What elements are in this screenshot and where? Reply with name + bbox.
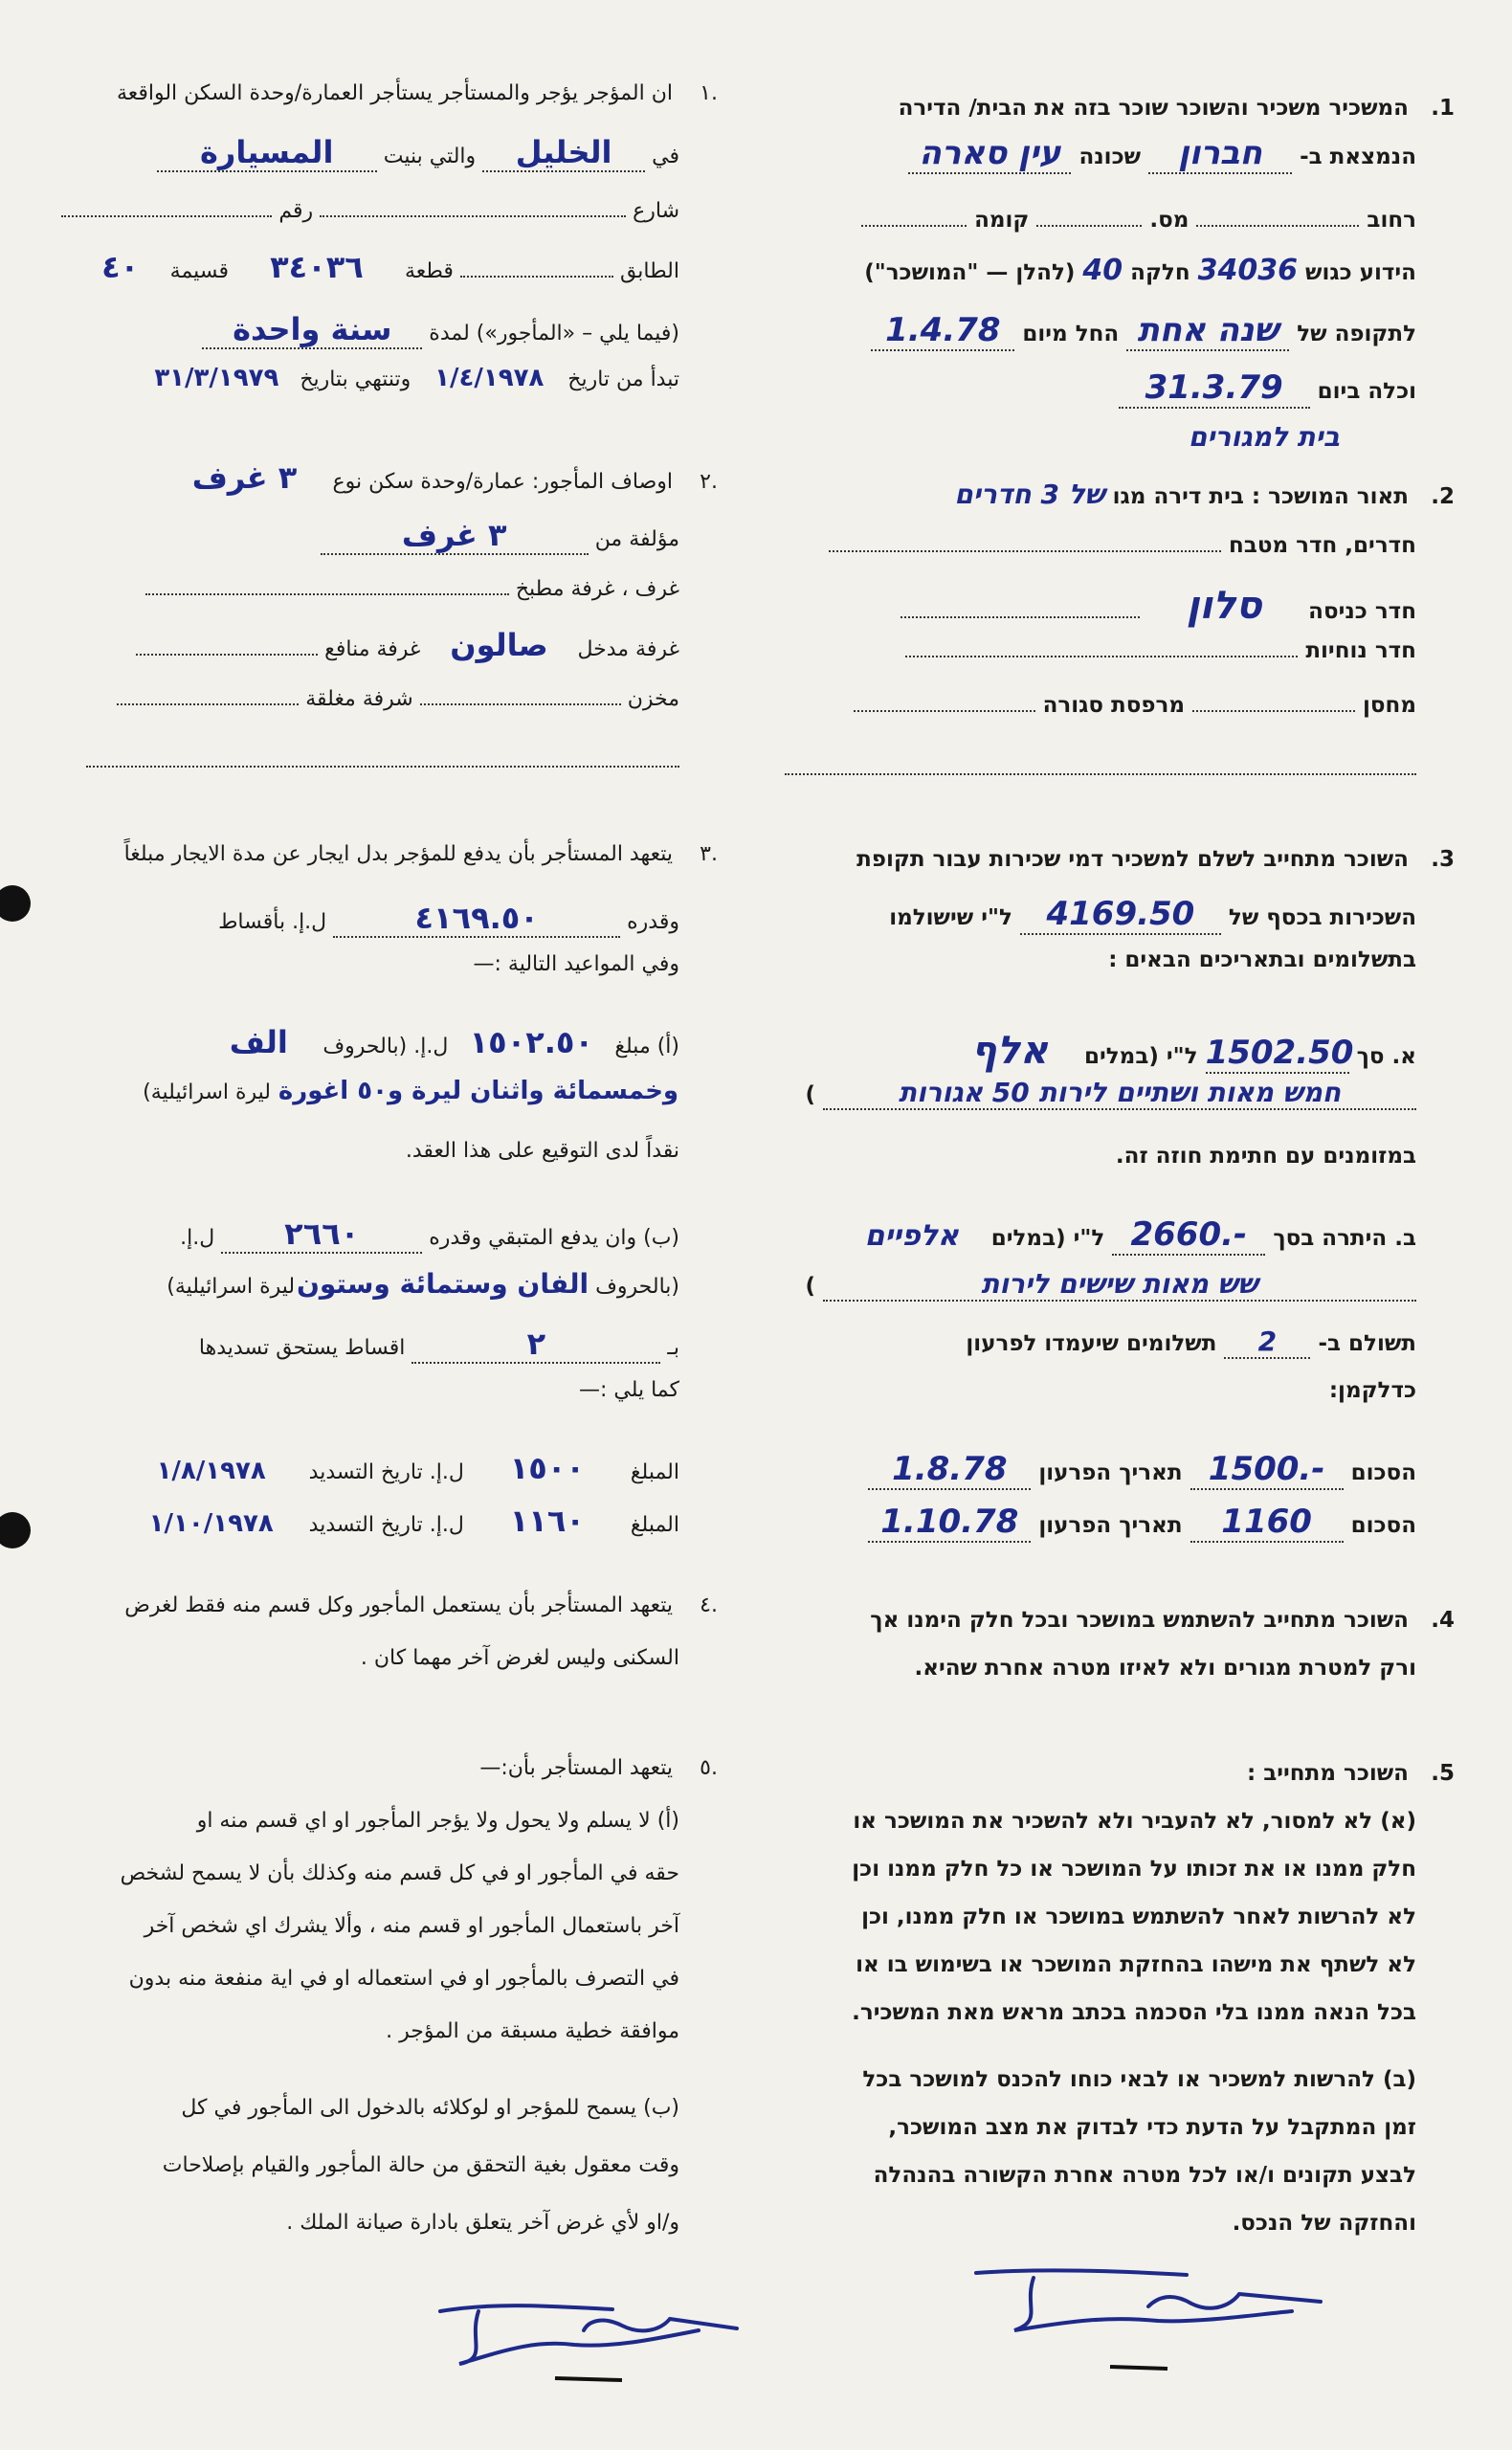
ar-s3-number: .٣ — [700, 842, 718, 866]
he-s3-a-line1 — [943, 1029, 1416, 1074]
he-block-label: הידוע כגוש — [1305, 260, 1416, 285]
he-s2-line4 — [905, 636, 1416, 663]
ar-b-currency-label: ل.إ. — [180, 1226, 215, 1250]
ar-description-label: اوصاف المأجور: عمارة/وحدة سكن نوع — [332, 470, 673, 494]
ar-b-remaining-label: (ب) وان يدفع المتبقي وقدره — [429, 1226, 679, 1250]
he-a-in-words-label: ל"י (במלים — [1083, 1044, 1198, 1069]
ar-a-amount-handwritten: ١٥٠٢.٥٠ — [469, 1024, 593, 1060]
ar-s2-line4 — [136, 627, 679, 663]
ar-p1-amount-handwritten: ١٥٠٠ — [509, 1450, 585, 1486]
ar-following-dates-label: وفي المواعيد التالية :— — [473, 952, 679, 976]
he-total-rent-handwritten: 4169.50 — [1020, 895, 1221, 935]
he-s3-b-line2 — [805, 1268, 1416, 1302]
ar-p1-sum-label: المبلغ — [630, 1460, 679, 1484]
he-due-installments-label: תשלומים שיעמדו לפרעון — [966, 1331, 1217, 1356]
ar-s3-b-line1 — [180, 1215, 679, 1254]
he-s5-b3 — [874, 2163, 1416, 2188]
ar-s5-a2 — [121, 1861, 679, 1885]
ar-end-date-handwritten: ٣١/٣/١٩٧٩ — [154, 364, 279, 392]
ar-s5-b2 — [163, 2153, 679, 2177]
ar-s3-line1 — [124, 842, 718, 866]
ar-s5-head — [479, 1756, 718, 1780]
he-storage-label: מחסן — [1363, 693, 1416, 718]
ar-floor-label: الطابق — [619, 259, 679, 283]
he-start-date-handwritten: 1.4.78 — [871, 311, 1014, 351]
he-installments-label: בתשלומים ובתאריכים הבאים : — [1108, 947, 1416, 972]
he-s5-a-text-3: לא להרשות לאחר להשתמש במושכר או חלק ממנו, וכן — [861, 1904, 1416, 1929]
he-b-in-words-label: ל"י (במלים — [990, 1226, 1105, 1251]
he-floor-blank — [861, 206, 967, 227]
ar-built-label: والتي بنيت — [383, 145, 477, 168]
he-a-sum-label: סך — [1356, 1044, 1385, 1069]
ar-parcel-handwritten: ٤٠ — [101, 249, 140, 285]
he-s5-b-text-2: זמן המתקבל על הדעת כדי לבדוק את מצב המושכר, — [888, 2115, 1416, 2140]
ar-b-amount-handwritten: ٢٦٦٠ — [221, 1215, 422, 1254]
ar-s3-a-line1 — [201, 1024, 679, 1060]
he-s5-a-text-2: חלק ממנו או את זכותו על המושכר או כל חלק ממנו וכן — [852, 1857, 1416, 1882]
he-s5-head — [1247, 1761, 1455, 1786]
ar-s1-text: ان المؤجر يؤجر والمستأجر يستأجر العمارة/وحدة السكن الواقعة — [116, 81, 673, 105]
he-s5-b1 — [862, 2067, 1416, 2092]
ar-s4-line1 — [124, 1593, 718, 1617]
ar-s5-a3 — [145, 1914, 679, 1938]
he-p2-date-handwritten: 1.10.78 — [868, 1503, 1031, 1543]
ar-floor-blank — [460, 256, 613, 278]
ar-s1-number: .١ — [700, 81, 718, 105]
ar-s5-a1 — [197, 1809, 679, 1833]
he-s3-line1 — [856, 847, 1455, 872]
he-s1-line6 — [1119, 368, 1416, 409]
he-a-label: א. — [1391, 1044, 1416, 1069]
he-extra-blank — [785, 754, 1416, 775]
he-s3-line2 — [889, 895, 1416, 935]
ar-s5-a-text-1: (أ) لا يسلم ولا يحول ولا يؤجر المأجور او اي قسم منه او — [196, 1809, 679, 1833]
he-s5-a2 — [852, 1857, 1416, 1882]
ar-use-clause-2: السكنى وليس لغرض آخر مهما كان . — [360, 1646, 679, 1670]
he-s2-line2 — [829, 531, 1416, 558]
he-s3-a-line2 — [805, 1077, 1416, 1110]
he-s4-number: 4. — [1431, 1608, 1455, 1633]
he-city-handwritten: חברון — [1148, 134, 1292, 174]
he-parcel-handwritten: 40 — [1082, 254, 1123, 287]
he-balance-label: היתרה בסך — [1273, 1226, 1388, 1251]
ar-b-in-label: بـ — [667, 1336, 679, 1360]
he-s1-line3 — [861, 206, 1416, 233]
he-use-clause-1: השוכר מתחייב להשתמש במושכר ובכל חלק הימנו אך — [870, 1608, 1409, 1633]
he-block-handwritten: 34036 — [1197, 254, 1299, 287]
he-rent-amount-label: השכירות בכסף של — [1228, 905, 1416, 930]
ar-number-blank — [61, 196, 272, 217]
ar-s1-line4 — [78, 249, 679, 285]
he-p2-sum-label: הסכום — [1350, 1513, 1416, 1538]
ar-p1-date-handwritten: ١/٨/١٩٧٨ — [156, 1457, 266, 1485]
ar-total-handwritten: ٤١٦٩.٥٠ — [333, 900, 620, 938]
ar-rooms-handwritten: ٣ غرف — [321, 517, 589, 555]
he-s3-b-line1 — [840, 1215, 1416, 1256]
he-toilet-label: חדר נוחיות — [1305, 638, 1416, 663]
ar-city-handwritten: الخليل — [482, 134, 645, 172]
signature-left — [421, 2273, 785, 2388]
ar-parcel-label: قسيمة — [169, 259, 229, 283]
ar-s3-b-line4 — [579, 1378, 679, 1402]
he-end-label: וכלה ביום — [1317, 379, 1416, 404]
ar-kitchen-blank — [145, 574, 509, 595]
he-s5-a-text-1: (א) לא למסור, לא להעביר ולא להשכיר את המושכר או — [853, 1809, 1416, 1834]
ar-s5-b-text-2: وقت معقول بغية التحقق من حالة المأجور والقيام بإصلاحات — [162, 2153, 679, 2177]
ar-street-label: شارع — [633, 199, 679, 223]
he-p2-amount-handwritten: 1160 — [1190, 1503, 1344, 1543]
he-neighborhood-label: שכונה — [1078, 145, 1142, 169]
he-s5-number: 5. — [1431, 1761, 1455, 1786]
ar-s1-line3 — [61, 196, 679, 223]
he-neighborhood-handwritten: עין סארה — [908, 134, 1071, 174]
he-b-amount-handwritten: 2660.- — [1112, 1215, 1265, 1256]
ar-start-label: تبدأ من تاريخ — [567, 368, 679, 391]
he-period-label: לתקופה של — [1297, 322, 1416, 346]
ar-b-in-words-label: (بالحروف — [595, 1275, 679, 1299]
ar-block-label: قطعة — [404, 259, 454, 283]
ar-s1-line5 — [202, 311, 679, 349]
he-undertakes-label: השוכר מתחייב : — [1247, 1761, 1409, 1786]
he-s5-a-text-5: בכל הנאה ממנו בלי הסכמה בכתב מראש מאת המשכיר. — [852, 2000, 1416, 2025]
he-rooms-handwritten: של 3 חדרים — [954, 479, 1105, 510]
he-s4-line2 — [914, 1656, 1416, 1681]
ar-period-label: (فيما يلي – «المأجور») لمدة — [429, 322, 679, 345]
he-s3-line3 — [1108, 947, 1416, 972]
he-s5-a3 — [861, 1904, 1416, 1929]
ar-as-follows-label: كما يلي :— — [578, 1378, 679, 1402]
he-a-words-handwritten-2: חמש מאות ושתיים לירות 50 אגורות — [823, 1077, 1416, 1110]
ar-s2-line2 — [321, 517, 679, 555]
ar-s4-line2 — [361, 1646, 679, 1670]
ar-s3-payment2 — [121, 1503, 679, 1539]
he-s5-a4 — [856, 1952, 1416, 1977]
ar-end-label: وتنتهي بتاريخ — [300, 368, 411, 391]
he-number-label: מס. — [1149, 208, 1190, 233]
ar-use-clause-1: يتعهد المستأجر بأن يستعمل المأجور وكل قسم منه فقط لغرض — [124, 1593, 673, 1617]
he-paid-in-label: תשולם ב- — [1318, 1331, 1416, 1356]
he-entrance-label: חדר כניסה — [1308, 599, 1416, 624]
he-number-blank — [1036, 206, 1142, 227]
ar-b-words-handwritten: الفان وستمائة وستون — [296, 1268, 589, 1300]
ar-p2-sum-label: المبلغ — [630, 1513, 679, 1537]
ar-rooms-kitchen-label: غرف ، غرفة مطبخ — [515, 577, 679, 601]
ar-consisting-label: مؤلفة من — [594, 527, 679, 551]
ar-s1-line6 — [140, 364, 679, 392]
he-hereinafter-label: (להלן — "המושכר") — [864, 260, 1076, 285]
ar-start-date-handwritten: ١/٤/١٩٧٨ — [434, 364, 545, 392]
ar-a-amount-label: (أ) مبلغ — [614, 1035, 679, 1058]
he-toilet-blank — [905, 636, 1298, 657]
he-rent-obligation: השוכר מתחייב לשלם למשכיר דמי שכירות עבור תקופת — [856, 847, 1409, 872]
he-s1-line4 — [864, 254, 1416, 287]
ar-number-label: رقم — [278, 199, 314, 223]
ar-s5-b3 — [286, 2211, 679, 2235]
ar-b-due-label: اقساط يستحق تسديدها — [198, 1336, 406, 1360]
ar-storage-blank — [420, 684, 621, 705]
ar-a-words-handwritten-2: وخمسمائة واثنان ليرة و٥٠ اغورة — [278, 1077, 679, 1105]
ar-p2-amount-handwritten: ١١٦٠ — [509, 1503, 585, 1539]
ar-s5-b-text-3: و/او لأي غرض آخر يتعلق بادارة صيانة الملك . — [286, 2211, 679, 2235]
signature-right — [967, 2254, 1349, 2388]
he-as-follows-label: כדלקמן: — [1328, 1378, 1416, 1403]
ar-utility-blank — [136, 635, 318, 656]
ar-s5-a-text-3: آخر باستعمال المأجور او قسم منه ، وألا يشرك اي شخص آخر — [144, 1914, 679, 1938]
ar-s2-line6 — [86, 746, 679, 773]
ar-b-count-handwritten: ٢ — [411, 1325, 660, 1364]
he-p1-amount-handwritten: 1500.- — [1190, 1450, 1344, 1490]
ar-s3-a-line3 — [406, 1139, 679, 1163]
ar-type-handwritten: ٣ غرف — [191, 459, 298, 496]
ar-s5-b-text-1: (ب) يسمح للمؤجر او لوكلائه بالدخول الى المأجور في كل — [181, 2096, 679, 2120]
ar-s5-a-text-5: موافقة خطية مسبقة من المؤجر . — [386, 2019, 679, 2043]
he-residence-handwritten: בית למגורים — [1188, 421, 1340, 453]
ar-s3-b-line2 — [167, 1268, 679, 1300]
ar-israeli-lira-label: ليرة اسرائيلية) — [143, 1080, 271, 1104]
he-s3-payment1 — [868, 1450, 1416, 1490]
he-s5-b-text-3: לבצע תקונים ו/או לכל מטרה אחרת הקשורה בהנהלה — [873, 2163, 1416, 2188]
ar-installments-label: ل.إ. بأقساط — [218, 910, 327, 934]
he-salon-handwritten: סלון — [1186, 584, 1262, 628]
he-s1-text: המשכיר משכיר והשוכר שוכר בזה את הבית/ הדירה — [898, 96, 1409, 121]
he-p2-due-label: תאריך הפרעון — [1038, 1513, 1183, 1538]
he-b-words-handwritten-2: שש מאות שישים לירות — [823, 1268, 1416, 1302]
he-closed-balcony-label: מרפסת סגורה — [1042, 693, 1185, 718]
he-parcel-label: חלקה — [1130, 260, 1190, 285]
he-entrance-blank — [901, 597, 1140, 618]
he-s5-b-text-1: (ב) להרשות למשכיר או לבאי כוחו להכנס למושכר בכל — [862, 2067, 1416, 2092]
he-p1-sum-label: הסכום — [1350, 1460, 1416, 1485]
ar-s5-b1 — [181, 2096, 679, 2120]
he-s2-line6 — [785, 754, 1416, 781]
he-s2-line1 — [954, 479, 1455, 510]
ar-s5-number: .٥ — [700, 1756, 718, 1780]
he-a-words-handwritten-1: אלף — [970, 1029, 1049, 1073]
he-b-words-handwritten-1: אלפיים — [864, 1219, 959, 1253]
he-s5-b4 — [1233, 2211, 1416, 2236]
ar-rent-obligation: يتعهد المستأجر بأن يدفع للمؤجر بدل ايجار عن مدة الايجار مبلغاً — [123, 842, 673, 866]
he-s3-b-line4 — [1329, 1378, 1416, 1403]
ar-p2-due-label: ل.إ. تاريخ التسديد — [308, 1513, 464, 1537]
he-s1-line5 — [871, 311, 1416, 351]
he-storage-blank — [1192, 691, 1355, 712]
ar-extra-blank — [86, 746, 679, 768]
ar-s4-number: .٤ — [700, 1593, 718, 1617]
ar-s2-line5 — [117, 684, 679, 711]
ar-balcony-blank — [117, 684, 299, 705]
ar-s3-b-line3 — [199, 1325, 679, 1364]
ar-undertakes-label: يتعهد المستأجر بأن:— — [479, 1756, 673, 1780]
he-s1-line2 — [908, 134, 1416, 174]
ar-s5-a-text-4: في التصرف بالمأجور او في استعماله او في اية منفعة منه بدون — [128, 1967, 679, 1991]
he-s2-line3 — [901, 584, 1416, 628]
he-s3-a-line3 — [1116, 1144, 1416, 1169]
he-s5-a-text-4: לא לשתף את מישהו בהחזקת המושכר או בשימוש בו או — [856, 1952, 1416, 1977]
ar-s1-line1 — [117, 81, 718, 105]
he-located-label: הנמצאת ב- — [1300, 145, 1416, 169]
ar-place-handwritten: المسيارة — [157, 134, 377, 172]
he-street-blank — [1196, 206, 1359, 227]
ar-s2-line3 — [145, 574, 679, 601]
ar-salon-handwritten: صالون — [450, 627, 548, 663]
he-s2-top-note — [1189, 421, 1340, 453]
ar-s1-line2 — [157, 134, 679, 172]
punch-hole-top — [0, 885, 31, 922]
ar-utility-label: غرفة منافع — [324, 637, 421, 661]
he-installment-count-handwritten: 2 — [1224, 1325, 1310, 1359]
he-s2-line5 — [854, 691, 1416, 718]
he-s2-number: 2. — [1431, 484, 1455, 509]
ar-amount-label: وقدره — [627, 910, 679, 934]
he-a-close-paren: ) — [805, 1082, 815, 1107]
he-to-be-paid-label: ל"י שישולמו — [889, 905, 1012, 930]
he-s3-number: 3. — [1431, 847, 1455, 872]
ar-street-blank — [320, 196, 626, 217]
ar-s3-payment1 — [121, 1450, 679, 1486]
he-rooms-blank — [829, 531, 1221, 552]
ar-b-lira-label: ليرة اسرائيلية) — [167, 1275, 296, 1299]
ar-period-handwritten: سنة واحدة — [202, 311, 422, 349]
ar-a-in-words-label: ل.إ. (بالحروف — [322, 1035, 449, 1058]
he-b-label: ב. — [1394, 1226, 1416, 1251]
he-s3-b-line3 — [966, 1325, 1416, 1359]
ar-s5-a-text-2: حقه في المأجور او في كل قسم منه وكذلك بأن لا يسمح لشخص — [120, 1861, 679, 1885]
ar-a-words-handwritten-1: الف — [229, 1024, 288, 1060]
he-s1-line1 — [899, 96, 1455, 121]
he-from-label: החל מיום — [1022, 322, 1120, 346]
ar-cash-on-signing: نقداً لدى التوقيع على هذا العقد. — [405, 1139, 679, 1163]
he-b-close-paren: ) — [805, 1274, 815, 1299]
ar-in-label: في — [652, 145, 679, 168]
he-s5-a5 — [852, 2000, 1416, 2025]
ar-entrance-label: غرفة مدخل — [577, 637, 679, 661]
he-s1-number: 1. — [1431, 96, 1455, 121]
he-balcony-blank — [854, 691, 1035, 712]
ar-s5-a5 — [386, 2019, 679, 2043]
ar-block-handwritten: ٣٤٠٣٦ — [270, 249, 364, 285]
he-a-amount-handwritten: 1502.50 — [1205, 1034, 1354, 1072]
ar-closed-balcony-label: شرفة مغلقة — [305, 687, 413, 711]
he-end-date-handwritten: 31.3.79 — [1119, 368, 1310, 409]
he-rooms-kitchen-label: חדרים, חדר מטבח — [1229, 533, 1416, 558]
he-description-label: תאור המושכר : בית דירה מגו — [1112, 484, 1409, 509]
ar-s2-line1 — [164, 459, 719, 496]
ar-p1-due-label: ل.إ. تاريخ التسديد — [308, 1460, 464, 1484]
he-period-handwritten: שנה אחת — [1126, 311, 1289, 351]
he-s5-a1 — [853, 1809, 1416, 1834]
he-s5-b-text-4: והחזקה של הנכס. — [1232, 2211, 1416, 2236]
he-p1-date-handwritten: 1.8.78 — [868, 1450, 1031, 1490]
ar-s3-a-line2 — [143, 1077, 679, 1105]
he-s4-line1 — [870, 1608, 1455, 1633]
ar-s5-a4 — [129, 1967, 679, 1991]
he-s3-payment2 — [868, 1503, 1416, 1543]
ar-storage-label: مخزن — [627, 687, 679, 711]
he-street-label: רחוב — [1367, 208, 1416, 233]
he-s5-b2 — [888, 2115, 1416, 2140]
he-floor-label: קומה — [974, 208, 1030, 233]
ar-p2-date-handwritten: ١/١٠/١٩٧٨ — [148, 1509, 274, 1538]
he-cash-on-signing: במזומנים עם חתימת חוזה זה. — [1115, 1144, 1416, 1169]
ar-s2-number: .٢ — [700, 470, 718, 494]
punch-hole-bottom — [0, 1512, 31, 1548]
ar-s3-line2 — [218, 900, 679, 938]
he-use-clause-2: ורק למטרת מגורים ולא לאיזו מטרה אחרת שהיא. — [914, 1656, 1416, 1681]
ar-s3-line3 — [474, 952, 680, 976]
he-p1-due-label: תאריך הפרעון — [1038, 1460, 1183, 1485]
